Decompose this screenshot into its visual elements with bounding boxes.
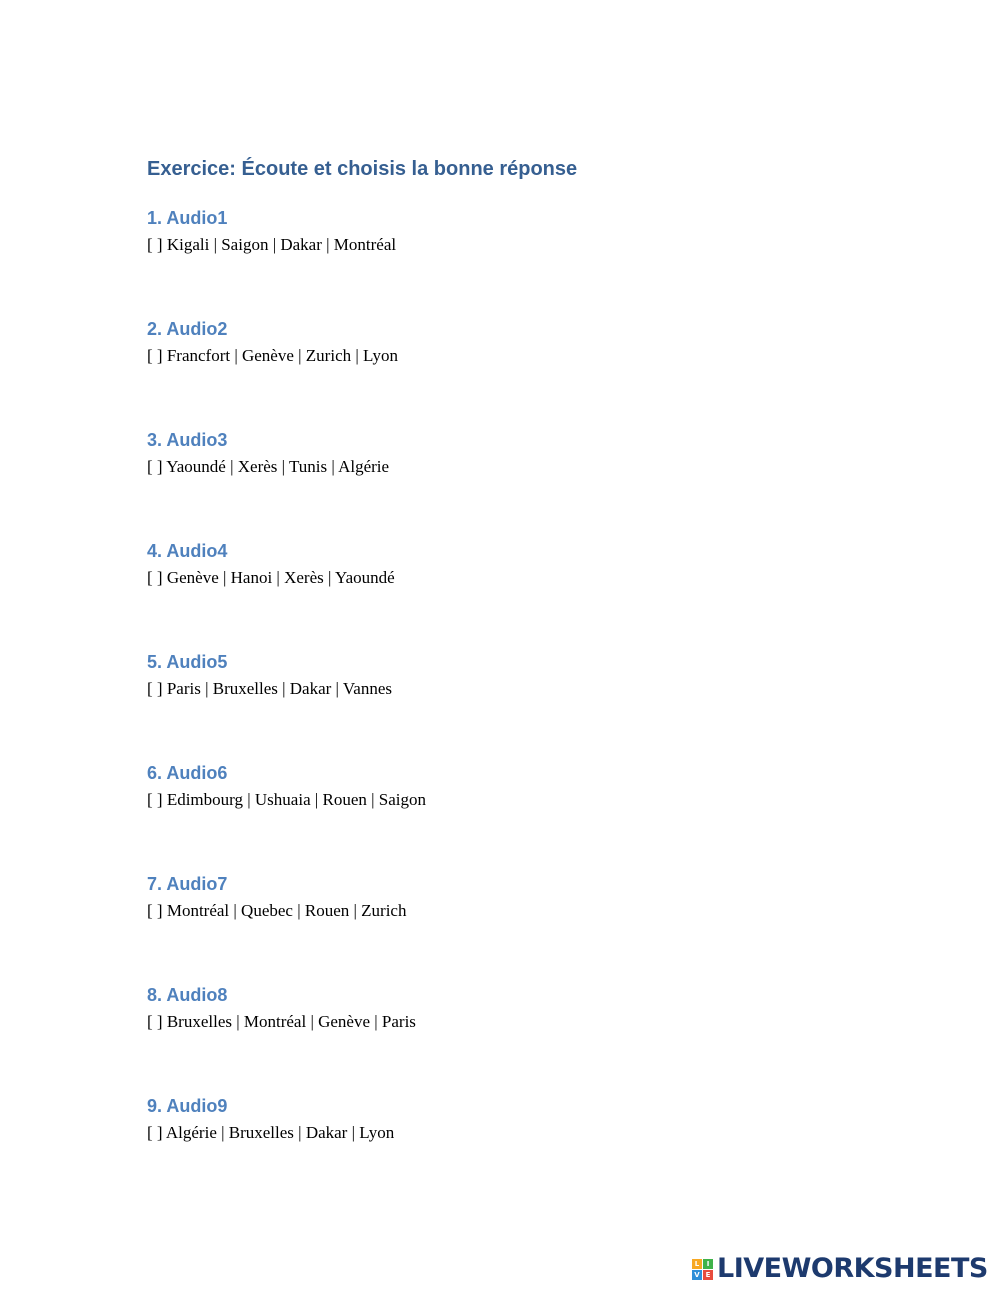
question-item <box>147 761 847 812</box>
question-heading: 9. Audio9 <box>147 1096 228 1116</box>
answer-choices[interactable]: [ ] Montréal | Quebec | Rouen | Zurich <box>147 901 407 920</box>
answer-choices[interactable]: [ ] Bruxelles | Montréal | Genève | Paris <box>147 1012 416 1031</box>
question-item <box>147 206 847 257</box>
answer-choices[interactable]: [ ] Kigali | Saigon | Dakar | Montréal <box>147 235 397 254</box>
question-item <box>147 872 847 923</box>
question-heading: 2. Audio2 <box>147 319 228 339</box>
question-heading: 5. Audio5 <box>147 652 228 672</box>
logo-mark-cell: V <box>692 1270 702 1280</box>
liveworksheets-logo-mark-icon <box>692 1259 713 1280</box>
answer-choices[interactable]: [ ] Algérie | Bruxelles | Dakar | Lyon <box>147 1123 395 1142</box>
question-item <box>147 317 847 368</box>
question-item <box>147 983 847 1034</box>
question-heading: 7. Audio7 <box>147 874 228 894</box>
question-item <box>147 1094 847 1145</box>
logo-wordmark: LIVEWORKSHEETS <box>717 1253 988 1284</box>
answer-choices[interactable]: [ ] Francfort | Genève | Zurich | Lyon <box>147 346 398 365</box>
answer-choices[interactable]: [ ] Yaoundé | Xerès | Tunis | Algérie <box>147 457 390 476</box>
logo-mark-cell: I <box>703 1259 713 1269</box>
question-heading: 3. Audio3 <box>147 430 228 450</box>
answer-choices[interactable]: [ ] Paris | Bruxelles | Dakar | Vannes <box>147 679 393 698</box>
question-heading: 1. Audio1 <box>147 208 228 228</box>
question-heading: 4. Audio4 <box>147 541 228 561</box>
question-item <box>147 428 847 479</box>
question-item <box>147 650 847 701</box>
question-heading: 8. Audio8 <box>147 985 228 1005</box>
question-item <box>147 539 847 590</box>
answer-choices[interactable]: [ ] Edimbourg | Ushuaia | Rouen | Saigon <box>147 790 427 809</box>
logo-mark-cell: L <box>692 1259 702 1269</box>
liveworksheets-logo <box>692 1254 988 1284</box>
logo-mark-cell: E <box>703 1270 713 1280</box>
exercise-title: Exercice: Écoute et choisis la bonne réponse <box>147 158 578 180</box>
question-heading: 6. Audio6 <box>147 763 228 783</box>
answer-choices[interactable]: [ ] Genève | Hanoi | Xerès | Yaoundé <box>147 568 395 587</box>
